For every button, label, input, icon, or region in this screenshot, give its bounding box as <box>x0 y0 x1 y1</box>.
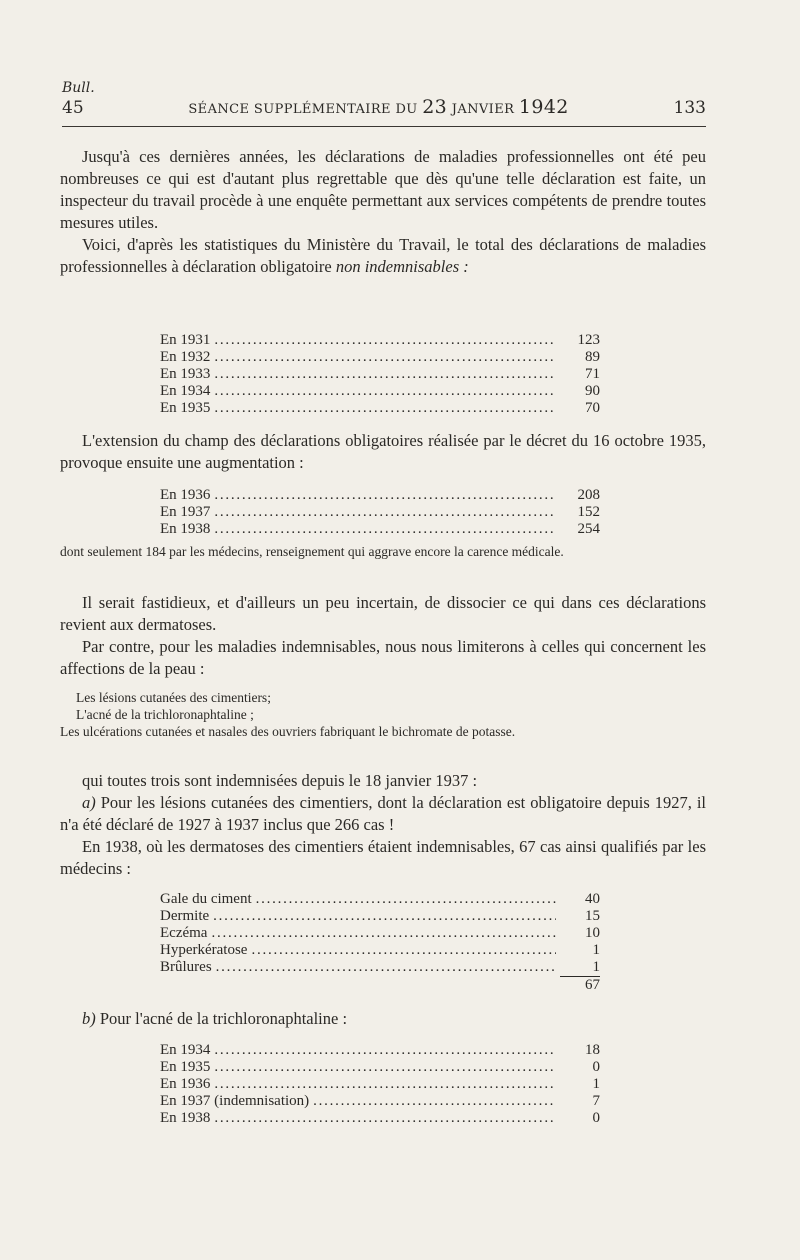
list-item: En 1931 . . . 123 <box>160 332 600 349</box>
list-item: En 1936 . . . 208 <box>160 487 600 504</box>
cimentiers-text <box>60 770 706 880</box>
page-number: 133 <box>673 98 706 118</box>
running-header <box>62 96 706 122</box>
paragraph-2-text: Voici, d'après les statistiques du Ministère du Travail, le total des déclarations de maladies professionnelles à déclaration obligatoire <box>60 235 706 276</box>
paragraph-1: Jusqu'à ces dernières années, les déclarations de maladies professionnelles ont été peu nombreuses ce qui est d'autant plus regrettable que dès qu'une telle déclaration est faite, un inspecteur du travail procède à une enquête permettant aux services compétents de prendre toutes mesures utiles. <box>60 147 706 232</box>
dermatoses-text <box>60 592 706 680</box>
list-item: En 1938 . . . 254 <box>160 521 600 538</box>
paragraph-4: Il serait fastidieux, et d'ailleurs un peu incertain, de dissocier ce qui dans ces déclarations revient aux dermatoses. <box>60 593 706 634</box>
list-item: Eczéma . . . 10 <box>160 925 600 942</box>
title-day: 23 <box>422 96 448 118</box>
bulletin-label: Bull. <box>62 80 95 96</box>
paragraph-5: Par contre, pour les maladies indemnisables, nous nous limiterons à celles qui concernent les affections de la peau : <box>60 637 706 678</box>
list-item: En 1934 . . . 90 <box>160 383 600 400</box>
page-title <box>188 96 568 118</box>
list-total: 67 <box>585 977 600 993</box>
paragraph-8: En 1938, où les dermatoses des cimentiers étaient indemnisables, 67 cas ainsi qualifiés par les médecins : <box>60 837 706 878</box>
list-item: En 1934 . . . 18 <box>160 1042 600 1059</box>
list-item: En 1937 (indemnisation) . . . 7 <box>160 1093 600 1110</box>
list-item: En 1935 . . . 0 <box>160 1059 600 1076</box>
list-item: En 1933 . . . 71 <box>160 366 600 383</box>
list-cimentiers <box>160 891 600 994</box>
paragraph-9: b) Pour l'acné de la trichloronaphtaline : <box>82 1009 348 1028</box>
list-non-indemnisables <box>160 332 600 417</box>
list-item: En 1936 . . . 1 <box>160 1076 600 1093</box>
list-acne <box>160 1042 600 1127</box>
list-item: En 1935 . . . 70 <box>160 400 600 417</box>
list-item: L'acné de la trichloronaphtaline ; <box>76 707 254 722</box>
affections-list <box>60 689 706 740</box>
list-item: En 1938 . . . 0 <box>160 1110 600 1127</box>
paragraph-2 <box>60 234 706 278</box>
list-item: Dermite . . . 15 <box>160 908 600 925</box>
list-item: En 1937 . . . 152 <box>160 504 600 521</box>
list-item: Brûlures . . . 1 <box>160 959 600 976</box>
list-item: Gale du ciment . . . 40 <box>160 891 600 908</box>
note-medecins: dont seulement 184 par les médecins, renseignement qui aggrave encore la carence médicale. <box>60 544 564 559</box>
intro-text <box>60 146 706 278</box>
paragraph-7: a) Pour les lésions cutanées des cimentiers, dont la déclaration est obligatoire depuis 1927, il n'a été déclaré de 1927 à 1937 inclus que 266 cas ! <box>60 793 706 834</box>
header-rule <box>62 126 706 127</box>
bulletin-number: 45 <box>62 98 84 118</box>
list-item: En 1932 . . . 89 <box>160 349 600 366</box>
title-month: JANVIER <box>451 102 515 117</box>
list-item: Les lésions cutanées des cimentiers; <box>76 690 271 705</box>
list-augmentation <box>160 487 600 538</box>
title-prefix: SÉANCE SUPPLÉMENTAIRE DU <box>188 102 418 117</box>
list-item: Les ulcérations cutanées et nasales des ouvriers fabriquant le bichromate de potasse. <box>60 724 516 739</box>
paragraph-6: qui toutes trois sont indemnisées depuis le 18 janvier 1937 : <box>82 771 478 790</box>
extension-text <box>60 430 706 474</box>
paragraph-3: L'extension du champ des déclarations obligatoires réalisée par le décret du 16 octobre 1935, provoque ensuite une augmentation : <box>60 431 706 472</box>
acne-text <box>60 1008 706 1030</box>
paragraph-2-italic: non indemnisables : <box>335 257 469 276</box>
list-item: Hyperkératose . . . 1 <box>160 942 600 959</box>
title-year: 1942 <box>518 96 569 118</box>
